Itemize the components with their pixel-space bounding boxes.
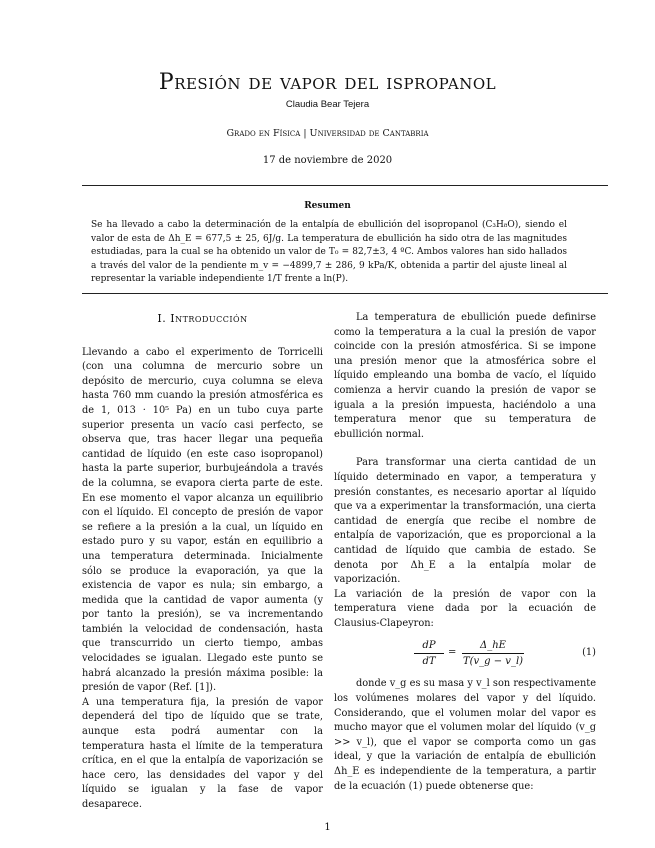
left-paragraph-2: A una temperatura fija, la presión de vapor dependerá del tipo de líquido que se trate, aunque esta podrá aumentar con la temperatura hasta el límite de la temperatura crítica, en el que la entalpía de vaporización se hace cero, las densidades del vapor y del líquido se igualan y la fase de vapor desaparece.: [82, 696, 323, 810]
top-rule: [82, 185, 608, 186]
abstract-heading: Resumen: [304, 201, 351, 211]
page-number: 1: [324, 822, 331, 833]
right-column: [334, 311, 596, 794]
eq-rhs-numerator: Δ_hE: [480, 640, 506, 652]
section-heading: I. Introducción: [157, 312, 248, 325]
left-paragraph-1: Llevando a cabo el experimento de Torricelli (con una columna de mercurio sobre un depósito de mercurio, cuya columna se eleva hasta 760 mm cuando la presión atmosférica es de 1, 013 · 10⁵ Pa) en un tubo cuya parte superior presenta un vacío casi perfecto, se observa que, tras hacer llegar una pequeña cantidad de líquido (en este caso isopropanol) hasta la parte superior, burbujeándola a través de la columna, se evapora cierta parte de este. En ese momento el vapor alcanza un equilibrio con el líquido. El concepto de presión de vapor se refiere a la presión a la cual, un líquido en estado puro y su vapor, están en equilibrio a una temperatura determinada. Inicialmente sólo se produce la evaporación, ya que la existencia de vapor es nula; sin embargo, a medida que la cantidad de vapor aumenta (y por tanto la presión), se va incrementando también la velocidad de condensación, hasta que transcurrido un cierto tiempo, ambas velocidades se igualan. Llegado este punto se habrá alcanzado la presión máxima posible: la presión de vapor (Ref. [1]).: [82, 346, 323, 694]
right-paragraph-1: La temperatura de ebullición puede definirse como la temperatura a la cual la presión de vapor coincide con la presión atmosférica. Si se impone una presión menor que la atmosférica sobre el líquido empleando una bomba de vacío, el líquido comienza a hervir cuando la presión de vapor se iguala a la presión impuesta, haciéndolo a una temperatura menor que su temperatura de ebullición normal.: [334, 312, 596, 440]
right-paragraph-4: donde v_g es su masa y v_l son respectivamente los volúmenes molares del vapor y del líquido. Considerando, que el volumen molar del vapor es mucho mayor que el volumen molar del líquido (v_g >> v_l), que el vapor se comporta como un gas ideal, y que la variación de entalpía de ebullición Δh_E es independiente de la temperatura, a partir de la ecuación (1) puede obtenerse que:: [334, 678, 596, 792]
affiliation: Grado en Física | Universidad de Cantabria: [226, 128, 429, 139]
abstract-text: Se ha llevado a cabo la determinación de la entalpía de ebullición del isopropanol (C₃H₈O), siendo el valor de esta de Δh_E = 677,5 ± 25, 6J/g. La temperatura de ebullición ha sido otra de las magnitudes estudiadas, para la cual se ha obtenido un valor de T₀ = 82,7±3, 4 ºC. Ambos valores han sido hallados a través del valor de la pendiente m_v = −4899,7 ± 286, 9 kPa/K, obtenida a partir del ajuste lineal al representar la variable independiente 1/T frente a ln(P).: [91, 220, 567, 284]
bottom-rule: [82, 293, 608, 294]
left-column: [82, 312, 323, 813]
right-paragraph-2: Para transformar una cierta cantidad de un líquido determinado en vapor, a temperatura y presión constantes, es necesario aportar al líquido que va a experimentar la transformación, una cierta cantidad de energía que recibe el nombre de entalpía de vaporización, que es proporcional a la cantidad de líquido que cambia de estado. Se denota por Δh_E a la entalpía molar de vaporización.: [334, 457, 596, 586]
equation-number: (1): [582, 647, 596, 659]
paper-title: Presión de vapor del ispropanol: [158, 70, 497, 95]
right-paragraph-3: La variación de la presión de vapor con la temperatura viene dada por la ecuación de Clausius-Clapeyron:: [334, 588, 596, 629]
author: Claudia Bear Tejera: [285, 99, 370, 110]
date: 17 de noviembre de 2020: [262, 155, 393, 166]
eq-rhs-denominator: T(v_g − v_l): [462, 656, 524, 668]
eq-lhs-denominator: dT: [422, 656, 436, 668]
eq-lhs-numerator: dP: [422, 640, 436, 652]
equation-1: dP dT = Δ_hE T(v_g − v_l) (1): [334, 637, 596, 673]
